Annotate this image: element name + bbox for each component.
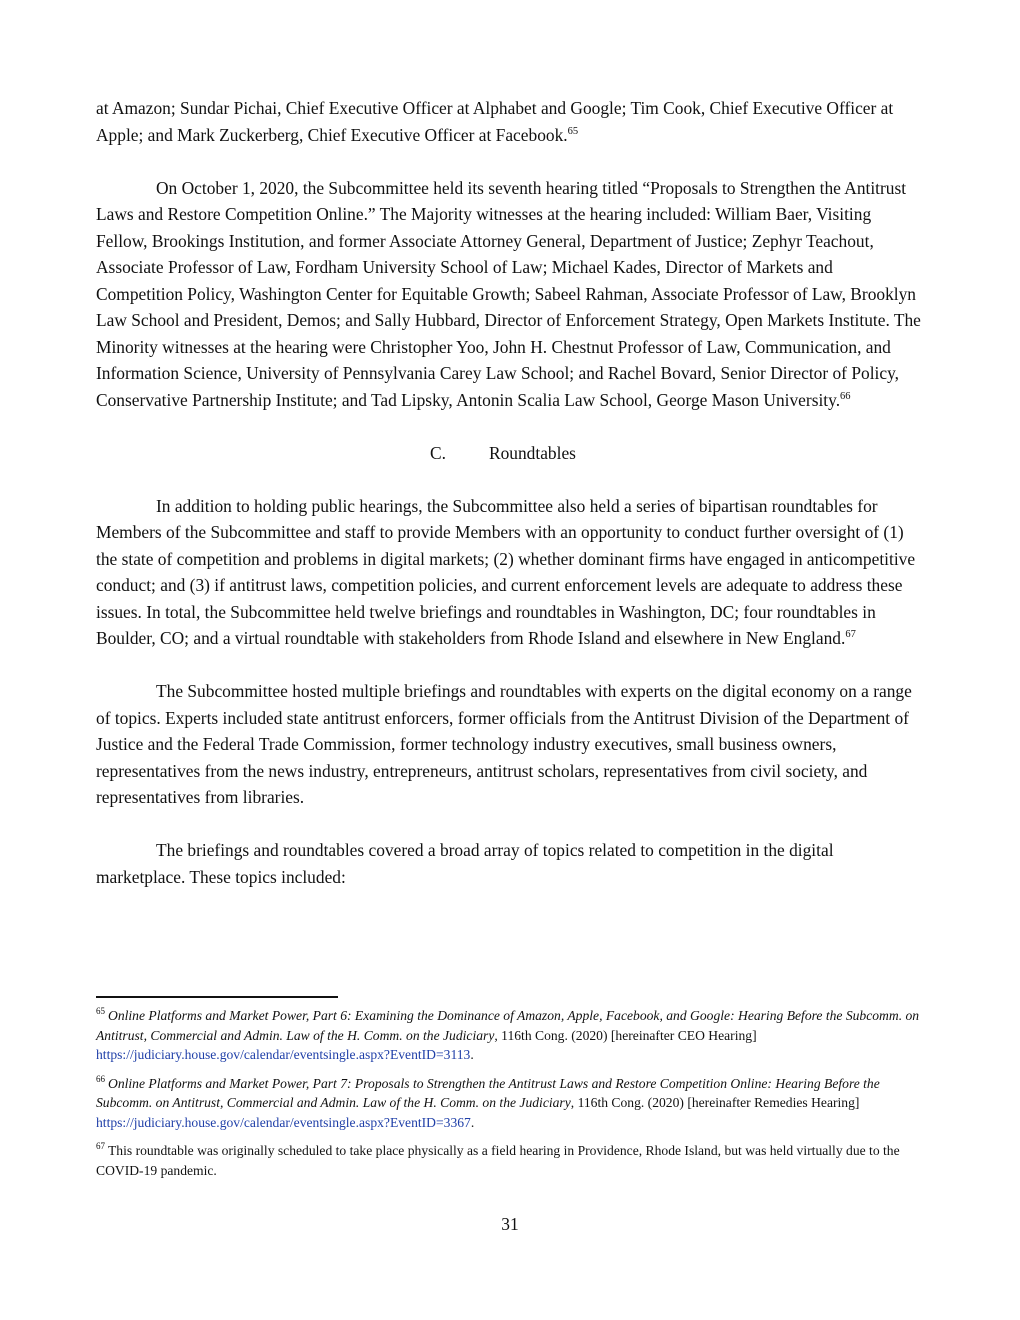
footnote-separator: [96, 996, 338, 998]
section-heading-roundtables: [96, 440, 922, 467]
paragraph-topics-intro: The briefings and roundtables covered a broad array of topics related to competition in the digital marketplace. These topics included:: [96, 840, 834, 887]
section-title: Roundtables: [489, 442, 576, 463]
footnote-66: $^{66}$ Online Platforms and Market Power, Part 7: Proposals to Strengthen the Antitrust Laws and Restore Competition Online: Hearing Before the Subcomm. on Antitrust, Commercial and Admin. Law of the H. Comm. on the Judiciary, 116th Cong. (2020) [hereinafter Remedies Hearing] https://judiciary.house.gov/calendar/eventsingle.aspx?EventID=3367.: [96, 1073, 880, 1130]
section-letter: C.: [430, 442, 446, 463]
footnote-link[interactable]: https://judiciary.house.gov/calendar/eventsingle.aspx?EventID=3367: [96, 1114, 471, 1130]
footnote-link[interactable]: https://judiciary.house.gov/calendar/eventsingle.aspx?EventID=3113: [96, 1047, 471, 1062]
paragraph-experts: The Subcommittee hosted multiple briefings and roundtables with experts on the digital economy on a range of topics. Experts included state antitrust enforcers, former officials from the Antitrust Division of the Department of Justice and the Federal Trade Commission, former technology industry executives, small business owners, representatives from the news industry, entrepreneurs, antitrust scholars, representatives from civil society, and representatives from libraries.: [96, 681, 912, 807]
footnote-text: This roundtable was originally scheduled to take place physically as a field hearing in Providence, Rhode Island, but was held virtually due to the COVID-19 pandemic.: [96, 1143, 900, 1178]
paragraph-ceo-hearing-witnesses: at Amazon; Sundar Pichai, Chief Executive Officer at Alphabet and Google; Tim Cook, Chief Executive Officer at Apple; and Mark Zuckerberg, Chief Executive Officer at Facebook.$^{65}$: [96, 98, 894, 145]
paragraph-roundtables-overview: In addition to holding public hearings, the Subcommittee also held a series of bipartisan roundtables for Members of the Subcommittee and staff to provide Members with an opportunity to conduct further oversight of (1) the state of competition and problems in digital markets; (2) whether dominant firms have engaged in anticompetitive conduct; and (3) if antitrust laws, competition policies, and current enforcement levels are adequate to address these issues. In total, the Subcommittee held twelve briefings and roundtables in Washington, DC; four roundtables in Boulder, CO; and a virtual roundtable with stakeholders from Rhode Island and elsewhere in New England.$^{67}$: [96, 495, 916, 648]
body-text: [96, 95, 922, 890]
page-number: 31: [501, 1214, 519, 1234]
footnote-67: [96, 1141, 922, 1180]
footnote-ref-65[interactable]: 65: [567, 125, 579, 137]
paragraph-seventh-hearing: On October 1, 2020, the Subcommittee held its seventh hearing titled “Proposals to Strengthen the Antitrust Laws and Restore Competition Online.” The Majority witnesses at the hearing included: William Baer, Visiting Fellow, Brookings Institution, and former Associate Attorney General, Department of Justice; Zephyr Teachout, Associate Professor of Law, Fordham University School of Law; Michael Kades, Director of Markets and Competition Policy, Washington Center for Equitable Growth; Sabeel Rahman, Associate Professor of Law, Brooklyn Law School and President, Demos; and Sally Hubbard, Director of Enforcement Strategy, Open Markets Institute. The Minority witnesses at the hearing were Christopher Yoo, John H. Chestnut Professor of Law, Communication, and Information Science, University of Pennsylvania Carey Law School; and Rachel Bovard, Senior Director of Policy, Conservative Partnership Institute; and Tad Lipsky, Antonin Scalia Law School, George Mason University.$^{66}$: [96, 177, 921, 410]
footnote-number: 67: [96, 1141, 105, 1152]
footnote-ref-67[interactable]: 67: [845, 629, 856, 641]
footnote-title: Online Platforms and Market Power, Part 6: Examining the Dominance of Amazon, Apple, Facebook, and Google: Hearing Before the Subcomm. on Antitrust, Commercial and Admin. Law of the H. Comm. on the Judiciary: [96, 1008, 920, 1043]
footnotes: [96, 1006, 922, 1189]
footnote-title: Online Platforms and Market Power, Part 7: Proposals to Strengthen the Antitrust Laws and Restore Competition Online: Hearing Before the Subcomm. on Antitrust, Commercial and Admin. Law of the H. Comm. on the Judiciary: [96, 1075, 880, 1110]
footnote-ref-66[interactable]: 66: [840, 390, 851, 402]
footnote-number: 65: [96, 1006, 105, 1017]
footnote-65: $^{65}$ Online Platforms and Market Power, Part 6: Examining the Dominance of Amazon, Apple, Facebook, and Google: Hearing Before the Subcomm. on Antitrust, Commercial and Admin. Law of the H. Comm. on the Judiciary, 116th Cong. (2020) [hereinafter CEO Hearing] https://judiciary.house.gov/calendar/eventsingle.aspx?EventID=3113.: [96, 1006, 920, 1062]
footnote-number: 66: [96, 1073, 105, 1084]
